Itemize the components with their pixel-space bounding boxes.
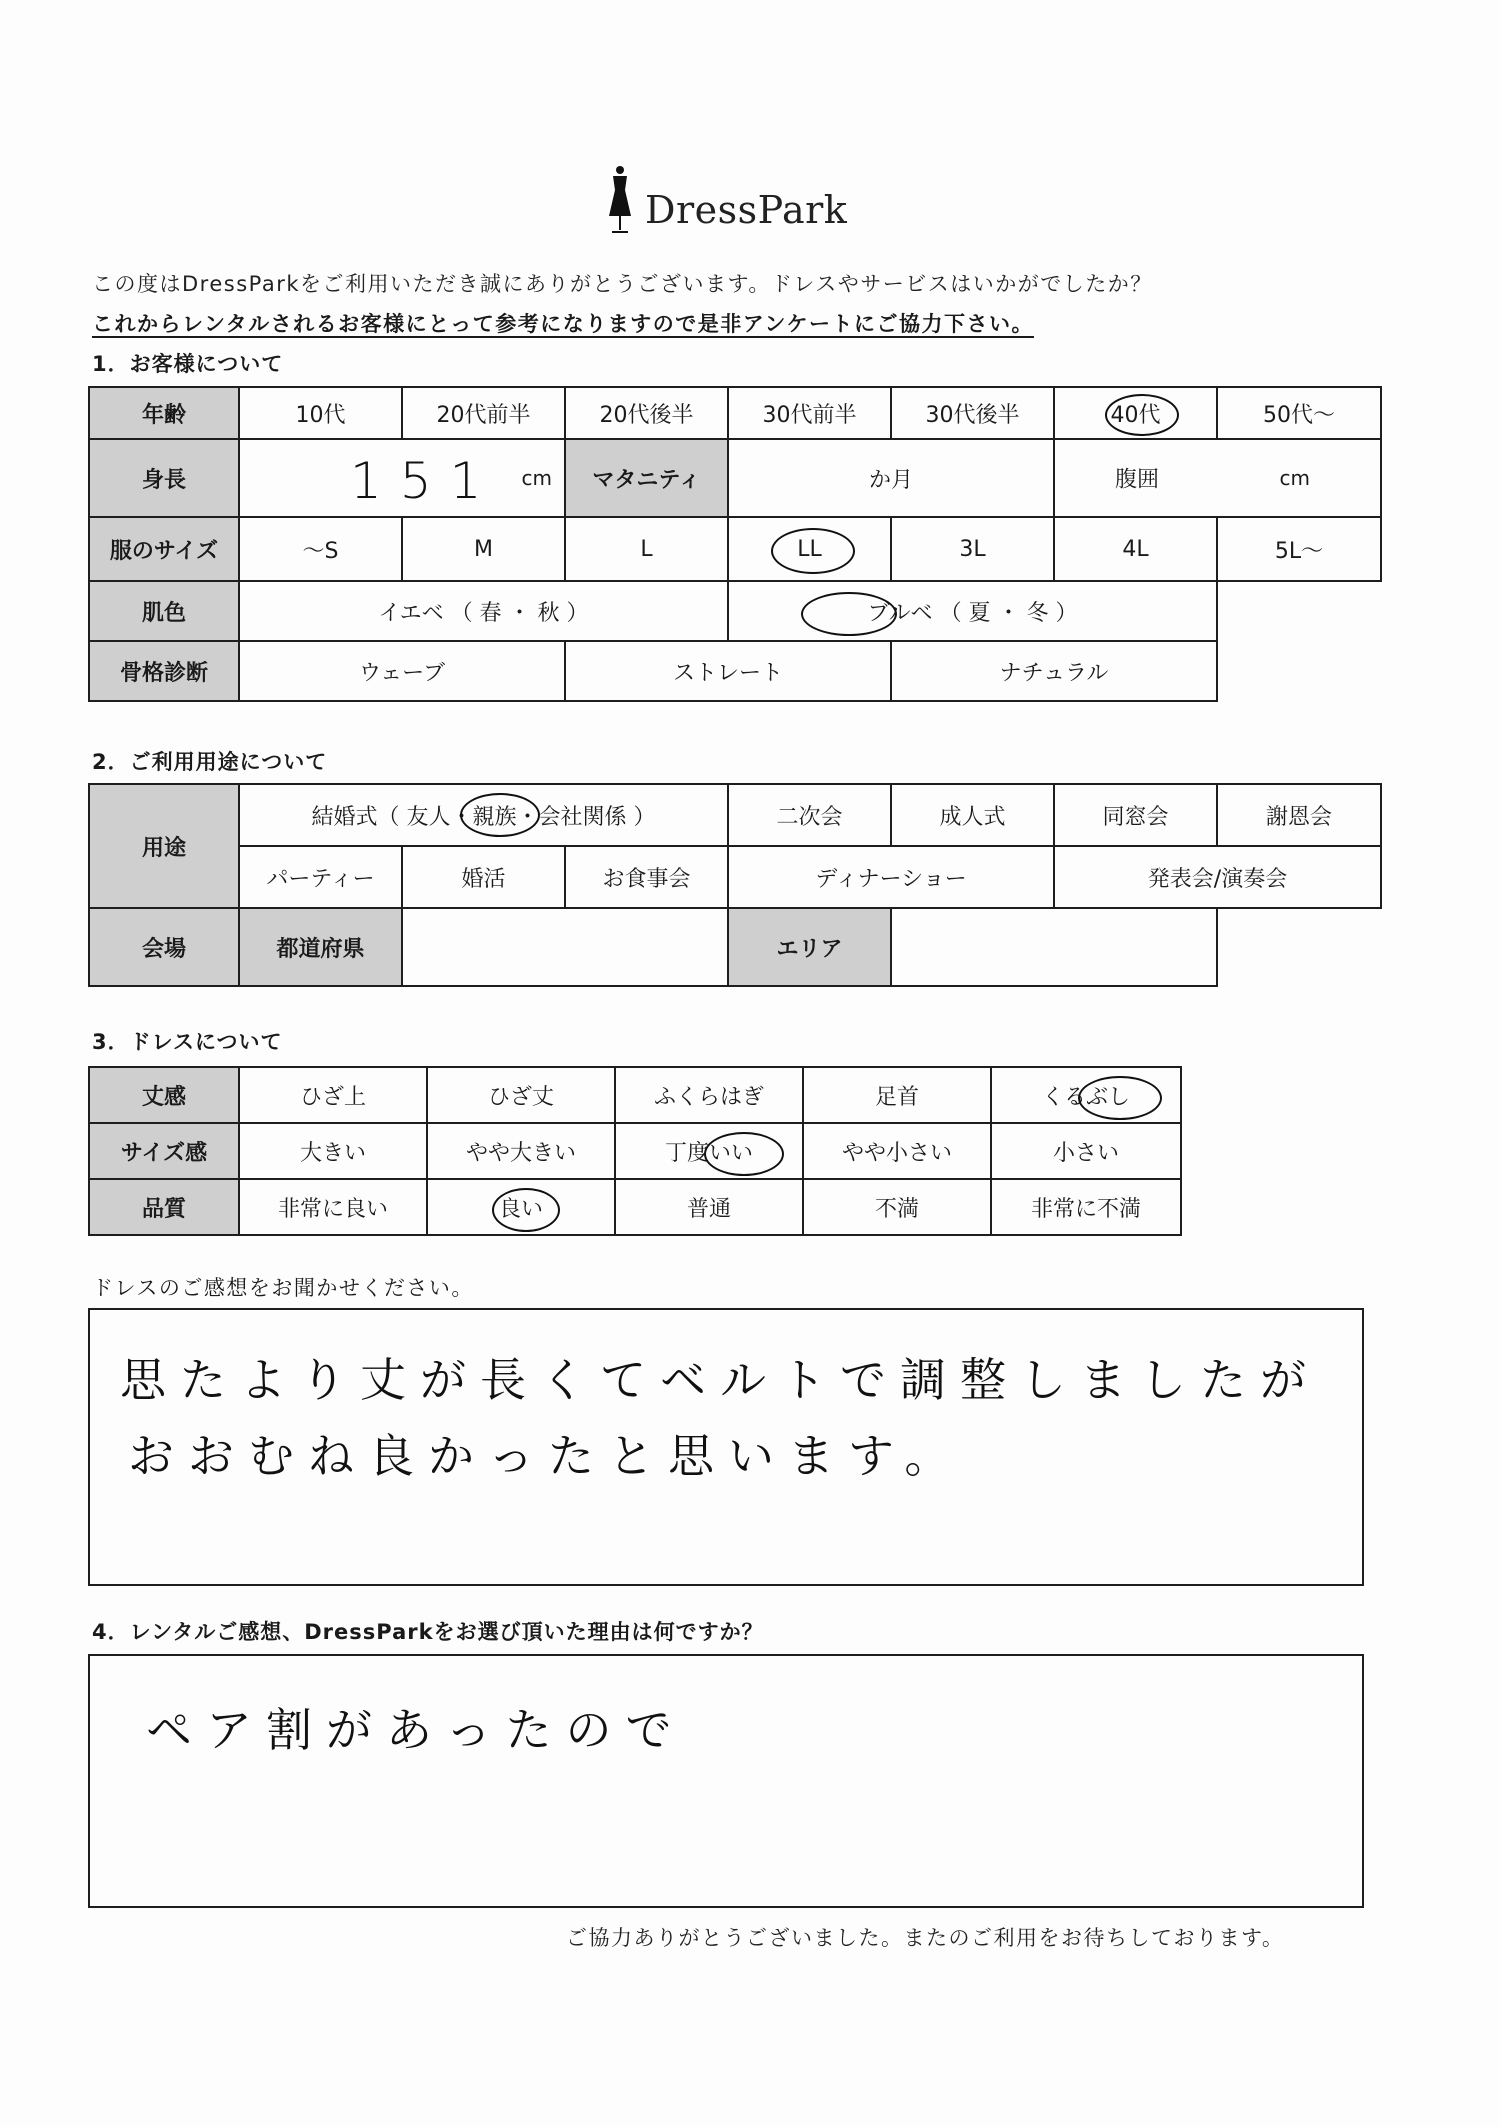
wedding-text: 結婚式（ 友人・親族・会社関係 ） [311, 804, 656, 830]
quality-option[interactable]: 不満 [803, 1179, 991, 1235]
purpose-option[interactable]: 発表会/演奏会 [1054, 846, 1381, 908]
reason-textarea[interactable] [88, 1654, 1364, 1908]
height-unit: cm [521, 466, 552, 490]
age-option[interactable]: 20代前半 [402, 387, 565, 439]
frame-option[interactable]: ストレート [565, 641, 891, 701]
quality-option-selected[interactable] [427, 1179, 615, 1235]
footer-thanks: ご協力ありがとうございました。またのご利用をお待ちしております。 [566, 1926, 1285, 1950]
size-option[interactable]: ～S [239, 517, 402, 581]
length-option[interactable]: ひざ丈 [427, 1067, 615, 1123]
section4-prompt: 4．レンタルご感想、DressParkをお選び頂いた理由は何ですか？ [92, 1620, 764, 1644]
purpose-option[interactable]: 同窓会 [1054, 784, 1217, 846]
purpose-option[interactable]: 謝恩会 [1217, 784, 1381, 846]
intro-line-1: この度はDressParkをご利用いただき誠にありがとうございます。ドレスやサービスはいかがでしたか？ [92, 272, 1153, 296]
frame-option[interactable]: ナチュラル [891, 641, 1217, 701]
purpose-option[interactable]: 成人式 [891, 784, 1054, 846]
length-option[interactable]: ふくらはぎ [615, 1067, 803, 1123]
belly-field[interactable] [1054, 439, 1381, 517]
size-label: 服のサイズ [89, 517, 239, 581]
purpose-table [88, 783, 1382, 987]
age-label: 年齢 [89, 387, 239, 439]
purpose-option[interactable]: 婚活 [402, 846, 565, 908]
quality-option[interactable]: 非常に良い [239, 1179, 427, 1235]
size-option-selected[interactable] [728, 517, 891, 581]
age-option[interactable]: 10代 [239, 387, 402, 439]
skin-label: 肌色 [89, 581, 239, 641]
fit-option-label: 丁度いい [664, 1140, 753, 1166]
impressions-textarea[interactable] [88, 1308, 1364, 1586]
size-option[interactable]: M [402, 517, 565, 581]
purpose-option[interactable]: パーティー [239, 846, 402, 908]
impressions-answer-line-1: 思たより丈が長くてベルトで調整しましたが [120, 1353, 1320, 1407]
length-option-selected[interactable] [991, 1067, 1181, 1123]
customer-table [88, 386, 1382, 702]
fit-option-selected[interactable] [615, 1123, 803, 1179]
brand-name: DressPark [645, 188, 848, 232]
size-option[interactable]: L [565, 517, 728, 581]
purpose-label: 用途 [89, 784, 239, 908]
age-option-label: 40代 [1110, 402, 1161, 428]
reason-answer: ペア割があったので [146, 1703, 686, 1757]
height-value: 151 [350, 452, 500, 510]
section3-title: 3．ドレスについて [92, 1030, 283, 1054]
skin-blue-seasons: （ 夏 ・ 冬 ） [939, 600, 1078, 626]
age-option[interactable]: 30代後半 [891, 387, 1054, 439]
size-option-label: LL [797, 536, 822, 562]
size-option[interactable]: 4L [1054, 517, 1217, 581]
quality-option[interactable]: 非常に不満 [991, 1179, 1181, 1235]
fit-option[interactable]: 小さい [991, 1123, 1181, 1179]
area-field[interactable] [891, 908, 1217, 986]
size-option[interactable]: 3L [891, 517, 1054, 581]
quality-option-label: 良い [498, 1196, 543, 1222]
age-option[interactable]: 20代後半 [565, 387, 728, 439]
belly-label: 腹囲 [1115, 467, 1160, 493]
fit-option[interactable]: 大きい [239, 1123, 427, 1179]
maternity-label: マタニティ [565, 439, 728, 517]
dress-table [88, 1066, 1182, 1236]
purpose-option[interactable]: ディナーショー [728, 846, 1054, 908]
fit-option[interactable]: やや大きい [427, 1123, 615, 1179]
purpose-option[interactable]: 二次会 [728, 784, 891, 846]
skin-blue-option[interactable] [728, 581, 1217, 641]
section1-title: 1．お客様について [92, 352, 284, 376]
skin-yellow-option[interactable]: イエベ （ 春 ・ 秋 ） [239, 581, 728, 641]
length-option-label: くるぶし [1041, 1084, 1130, 1110]
length-option[interactable]: 足首 [803, 1067, 991, 1123]
quality-label: 品質 [89, 1179, 239, 1235]
fit-label: サイズ感 [89, 1123, 239, 1179]
quality-option[interactable]: 普通 [615, 1179, 803, 1235]
age-option[interactable]: 50代～ [1217, 387, 1381, 439]
area-label: エリア [728, 908, 891, 986]
height-field[interactable] [239, 439, 565, 517]
skin-blue-word: ブルベ [867, 600, 933, 626]
impressions-answer-line-2: おおむね良かったと思います。 [128, 1429, 965, 1483]
age-option[interactable]: 30代前半 [728, 387, 891, 439]
height-label: 身長 [89, 439, 239, 517]
frame-label: 骨格診断 [89, 641, 239, 701]
venue-label: 会場 [89, 908, 239, 986]
size-option[interactable]: 5L～ [1217, 517, 1381, 581]
section2-title: 2．ご利用用途について [92, 750, 328, 774]
length-option[interactable]: ひざ上 [239, 1067, 427, 1123]
wedding-option[interactable] [239, 784, 728, 846]
belly-unit: cm [1279, 466, 1310, 490]
prefecture-field[interactable] [402, 908, 728, 986]
maternity-months-field[interactable]: か月 [728, 439, 1054, 517]
intro-line-2: これからレンタルされるお客様にとって参考になりますので是非アンケートにご協力下さい。 [92, 312, 1034, 336]
frame-option[interactable]: ウェーブ [239, 641, 565, 701]
length-label: 丈感 [89, 1067, 239, 1123]
age-option-selected[interactable] [1054, 387, 1217, 439]
prefecture-label: 都道府県 [239, 908, 402, 986]
dress-mannequin-icon [600, 164, 640, 244]
fit-option[interactable]: やや小さい [803, 1123, 991, 1179]
impressions-prompt: ドレスのご感想をお聞かせください。 [92, 1276, 474, 1300]
purpose-option[interactable]: お食事会 [565, 846, 728, 908]
logo [600, 160, 860, 250]
